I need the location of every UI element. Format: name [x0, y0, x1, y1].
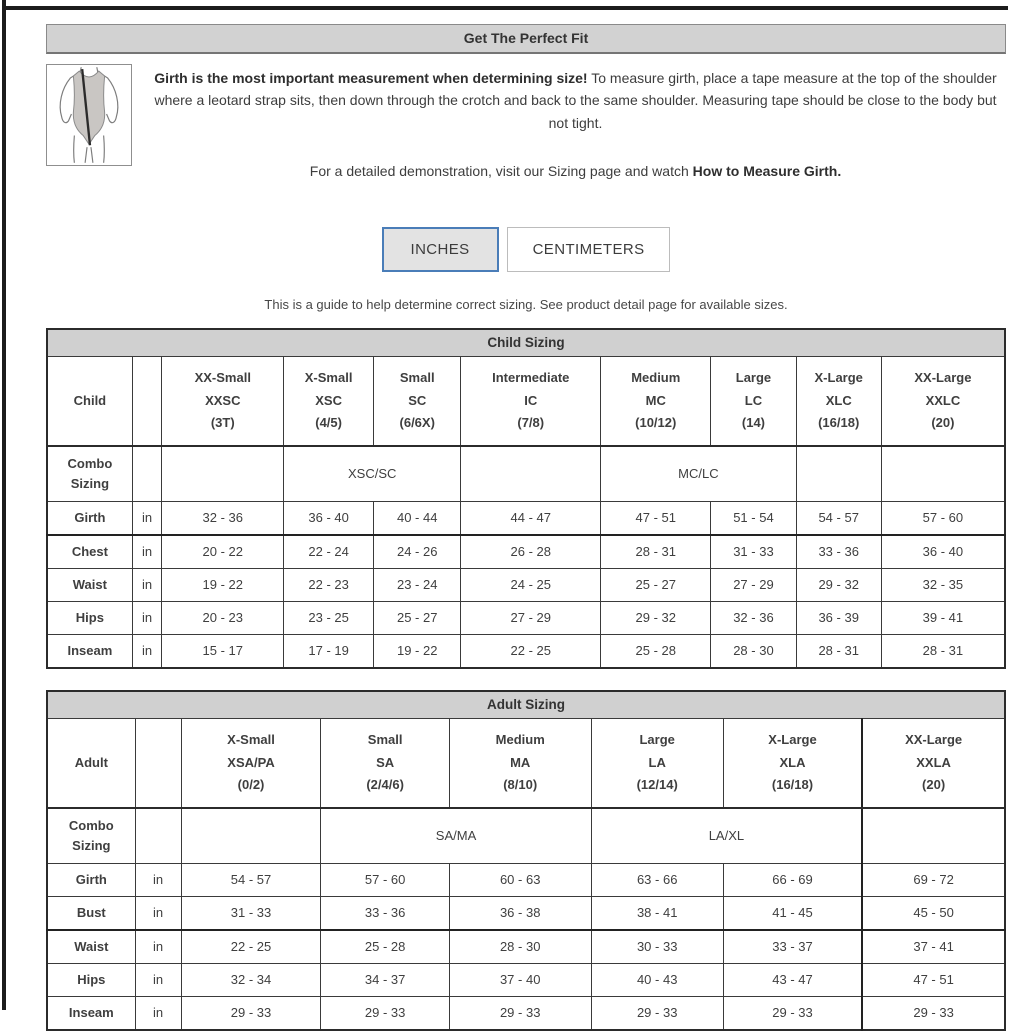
size-range-cell: 24 - 26	[374, 535, 461, 569]
measurement-row	[47, 568, 1005, 601]
size-range-cell: 20 - 22	[162, 535, 284, 569]
size-name: Small	[367, 732, 403, 748]
combo-label: Combo Sizing	[47, 808, 135, 864]
size-numeric: (0/2)	[237, 776, 265, 792]
size-range-cell: 25 - 27	[374, 601, 461, 634]
size-range-cell: 29 - 33	[181, 996, 321, 1030]
combo-cell: SA/MA	[321, 808, 591, 864]
size-range-cell: 36 - 40	[881, 535, 1005, 569]
size-range-cell: 22 - 25	[181, 930, 321, 964]
size-range-cell: 32 - 35	[881, 568, 1005, 601]
size-range-cell: 32 - 36	[162, 501, 284, 535]
size-range-cell: 47 - 51	[862, 963, 1005, 996]
size-range-cell: 31 - 33	[711, 535, 796, 569]
size-range-cell: 32 - 36	[711, 601, 796, 634]
size-range-cell: 37 - 41	[862, 930, 1005, 964]
size-numeric: (2/4/6)	[366, 776, 404, 792]
size-name: XX-Small	[194, 370, 251, 386]
size-column-header	[881, 356, 1005, 446]
intro-body-text: To measure girth, place a tape measure at the top of the shoulder where a leotard strap sits, then down through the crotch and back to the same shoulder. Measuring tape should be close to the body but not tight.	[154, 70, 997, 131]
size-range-cell: 36 - 40	[284, 501, 374, 535]
size-range-cell: 19 - 22	[374, 634, 461, 668]
size-column-header	[162, 356, 284, 446]
measurement-row	[47, 996, 1005, 1030]
size-code: XLA	[779, 754, 806, 770]
size-code: XSA/PA	[227, 754, 275, 770]
size-numeric: (20)	[922, 776, 946, 792]
adult-sizing-table-container	[46, 690, 1006, 1031]
window-border-top	[6, 6, 1008, 10]
combo-cell	[162, 446, 284, 502]
size-range-cell: 54 - 57	[796, 501, 881, 535]
size-code: MA	[510, 754, 531, 770]
measurement-label: Chest	[47, 535, 132, 569]
size-range-cell: 22 - 23	[284, 568, 374, 601]
size-column-header	[711, 356, 796, 446]
size-range-cell: 20 - 23	[162, 601, 284, 634]
size-range-cell: 22 - 25	[461, 634, 601, 668]
size-name: X-Small	[304, 370, 353, 386]
child-sizing-table-container	[46, 328, 1006, 669]
size-range-cell: 33 - 36	[321, 896, 449, 930]
unit-toggle	[46, 227, 1006, 272]
size-name: Large	[639, 732, 675, 748]
measurement-label: Inseam	[47, 634, 132, 668]
size-range-cell: 40 - 44	[374, 501, 461, 535]
size-name: Intermediate	[492, 370, 570, 386]
size-range-cell: 60 - 63	[449, 863, 591, 896]
measurement-label: Hips	[47, 963, 135, 996]
intro-bold-lead: Girth is the most important measurement when determining size!	[154, 70, 588, 86]
size-name: Medium	[495, 732, 545, 748]
size-range-cell: 29 - 32	[796, 568, 881, 601]
size-column-header	[461, 356, 601, 446]
size-name: Small	[399, 370, 435, 386]
size-range-cell: 25 - 28	[321, 930, 449, 964]
measurement-row	[47, 601, 1005, 634]
size-range-cell: 36 - 38	[449, 896, 591, 930]
unit-cell: in	[132, 568, 162, 601]
measurement-label: Bust	[47, 896, 135, 930]
size-column-header	[284, 356, 374, 446]
unit-cell: in	[135, 996, 181, 1030]
size-numeric: (20)	[931, 414, 955, 430]
size-range-cell: 41 - 45	[723, 896, 862, 930]
size-range-cell: 69 - 72	[862, 863, 1005, 896]
measurement-row	[47, 930, 1005, 964]
size-range-cell: 37 - 40	[449, 963, 591, 996]
intro-paragraph	[145, 64, 1006, 183]
size-range-cell: 19 - 22	[162, 568, 284, 601]
measurement-row	[47, 863, 1005, 896]
demo-bold: How to Measure Girth.	[692, 163, 842, 180]
size-range-cell: 57 - 60	[321, 863, 449, 896]
size-range-cell: 33 - 37	[723, 930, 862, 964]
size-range-cell: 28 - 31	[881, 634, 1005, 668]
size-numeric: (10/12)	[635, 414, 677, 430]
size-range-cell: 47 - 51	[601, 501, 711, 535]
size-code: MC	[645, 392, 666, 408]
size-range-cell: 17 - 19	[284, 634, 374, 668]
size-code: SC	[408, 392, 427, 408]
size-range-cell: 31 - 33	[181, 896, 321, 930]
measurement-label: Girth	[47, 863, 135, 896]
size-range-cell: 23 - 24	[374, 568, 461, 601]
child-table	[46, 328, 1006, 669]
leotard-figure	[46, 64, 132, 166]
size-range-cell: 33 - 36	[796, 535, 881, 569]
unit-cell: in	[132, 501, 162, 535]
unit-cell: in	[132, 634, 162, 668]
size-range-cell: 51 - 54	[711, 501, 796, 535]
measurement-label: Waist	[47, 930, 135, 964]
size-range-cell: 27 - 29	[461, 601, 601, 634]
size-range-cell: 36 - 39	[796, 601, 881, 634]
size-numeric: (7/8)	[517, 414, 545, 430]
combo-cell	[181, 808, 321, 864]
size-numeric: (4/5)	[315, 414, 342, 430]
size-range-cell: 29 - 33	[862, 996, 1005, 1030]
size-column-header	[591, 718, 723, 808]
unit-cell	[135, 808, 181, 864]
size-column-header	[374, 356, 461, 446]
measurement-row	[47, 896, 1005, 930]
size-name: XX-Large	[905, 732, 963, 748]
size-code: LA	[648, 754, 666, 770]
window-border-left	[2, 0, 6, 1010]
inches-button[interactable]: INCHES	[382, 227, 499, 272]
size-name: Medium	[631, 370, 681, 386]
size-code: XSC	[315, 392, 342, 408]
unit-cell: in	[135, 963, 181, 996]
size-range-cell: 29 - 33	[591, 996, 723, 1030]
girth-diagram-illustration	[49, 67, 129, 163]
size-range-cell: 25 - 28	[601, 634, 711, 668]
size-column-header	[181, 718, 321, 808]
size-numeric: (8/10)	[503, 776, 538, 792]
size-column-header	[796, 356, 881, 446]
size-range-cell: 39 - 41	[881, 601, 1005, 634]
size-code: XXLC	[925, 392, 961, 408]
size-code: IC	[524, 392, 538, 408]
combo-cell: XSC/SC	[284, 446, 461, 502]
measurement-label: Inseam	[47, 996, 135, 1030]
measurement-label: Waist	[47, 568, 132, 601]
table-title: Child Sizing	[47, 329, 1005, 357]
unit-cell: in	[132, 601, 162, 634]
size-name: Large	[735, 370, 772, 386]
size-chart-page	[46, 24, 1006, 1031]
measurement-label: Girth	[47, 501, 132, 535]
size-code: LC	[744, 392, 763, 408]
measurement-row	[47, 501, 1005, 535]
size-numeric: (3T)	[210, 414, 235, 430]
size-range-cell: 26 - 28	[461, 535, 601, 569]
size-range-cell: 28 - 30	[711, 634, 796, 668]
size-range-cell: 45 - 50	[862, 896, 1005, 930]
table-title: Adult Sizing	[47, 691, 1005, 719]
size-range-cell: 29 - 33	[723, 996, 862, 1030]
size-range-cell: 57 - 60	[881, 501, 1005, 535]
size-range-cell: 38 - 41	[591, 896, 723, 930]
size-code: XLC	[825, 392, 852, 408]
combo-cell	[881, 446, 1005, 502]
adult-table	[46, 690, 1006, 1031]
size-column-header	[321, 718, 449, 808]
unit-cell: in	[135, 863, 181, 896]
size-range-cell: 40 - 43	[591, 963, 723, 996]
intro-section	[46, 64, 1006, 183]
size-column-header	[862, 718, 1005, 808]
size-range-cell: 27 - 29	[711, 568, 796, 601]
size-range-cell: 29 - 33	[321, 996, 449, 1030]
size-range-cell: 54 - 57	[181, 863, 321, 896]
measurement-label: Hips	[47, 601, 132, 634]
size-range-cell: 29 - 32	[601, 601, 711, 634]
size-name: XX-Large	[914, 370, 972, 386]
measurement-row	[47, 634, 1005, 668]
size-code: XXLA	[916, 754, 951, 770]
unit-cell: in	[135, 930, 181, 964]
measurement-row	[47, 535, 1005, 569]
combo-cell	[862, 808, 1005, 864]
size-range-cell: 28 - 30	[449, 930, 591, 964]
size-range-cell: 30 - 33	[591, 930, 723, 964]
size-code: SA	[376, 754, 395, 770]
unit-column-header	[135, 718, 181, 808]
demo-prefix: For a detailed demonstration, visit our Sizing page and watch	[309, 163, 693, 180]
size-range-cell: 15 - 17	[162, 634, 284, 668]
unit-cell: in	[135, 896, 181, 930]
size-range-cell: 66 - 69	[723, 863, 862, 896]
size-range-cell: 34 - 37	[321, 963, 449, 996]
size-column-header	[723, 718, 862, 808]
size-range-cell: 22 - 24	[284, 535, 374, 569]
size-column-header	[601, 356, 711, 446]
size-range-cell: 24 - 25	[461, 568, 601, 601]
combo-cell: LA/XL	[591, 808, 862, 864]
size-numeric: (16/18)	[771, 776, 814, 792]
corner-label: Child	[47, 356, 132, 446]
unit-cell: in	[132, 535, 162, 569]
size-numeric: (16/18)	[818, 414, 860, 430]
size-column-header	[449, 718, 591, 808]
unit-column-header	[132, 356, 162, 446]
size-range-cell: 28 - 31	[601, 535, 711, 569]
size-range-cell: 32 - 34	[181, 963, 321, 996]
size-name: X-Small	[227, 732, 275, 748]
size-numeric: (14)	[741, 414, 766, 430]
size-range-cell: 28 - 31	[796, 634, 881, 668]
combo-cell: MC/LC	[601, 446, 796, 502]
guide-note: This is a guide to help determine correct sizing. See product detail page for available sizes.	[264, 296, 788, 312]
combo-cell	[461, 446, 601, 502]
size-numeric: (12/14)	[636, 776, 678, 792]
size-range-cell: 63 - 66	[591, 863, 723, 896]
centimeters-button[interactable]: CENTIMETERS	[507, 227, 671, 272]
combo-label: Combo Sizing	[47, 446, 132, 502]
size-range-cell: 23 - 25	[284, 601, 374, 634]
page-title: Get The Perfect Fit	[46, 24, 1006, 54]
size-name: X-Large	[768, 732, 817, 748]
size-range-cell: 25 - 27	[601, 568, 711, 601]
corner-label: Adult	[47, 718, 135, 808]
size-name: X-Large	[814, 370, 863, 386]
measurement-row	[47, 963, 1005, 996]
unit-cell	[132, 446, 162, 502]
size-range-cell: 44 - 47	[461, 501, 601, 535]
size-range-cell: 29 - 33	[449, 996, 591, 1030]
size-range-cell: 43 - 47	[723, 963, 862, 996]
size-numeric: (6/6X)	[399, 414, 435, 430]
combo-cell	[796, 446, 881, 502]
demo-line	[145, 160, 1006, 182]
size-code: XXSC	[205, 392, 241, 408]
